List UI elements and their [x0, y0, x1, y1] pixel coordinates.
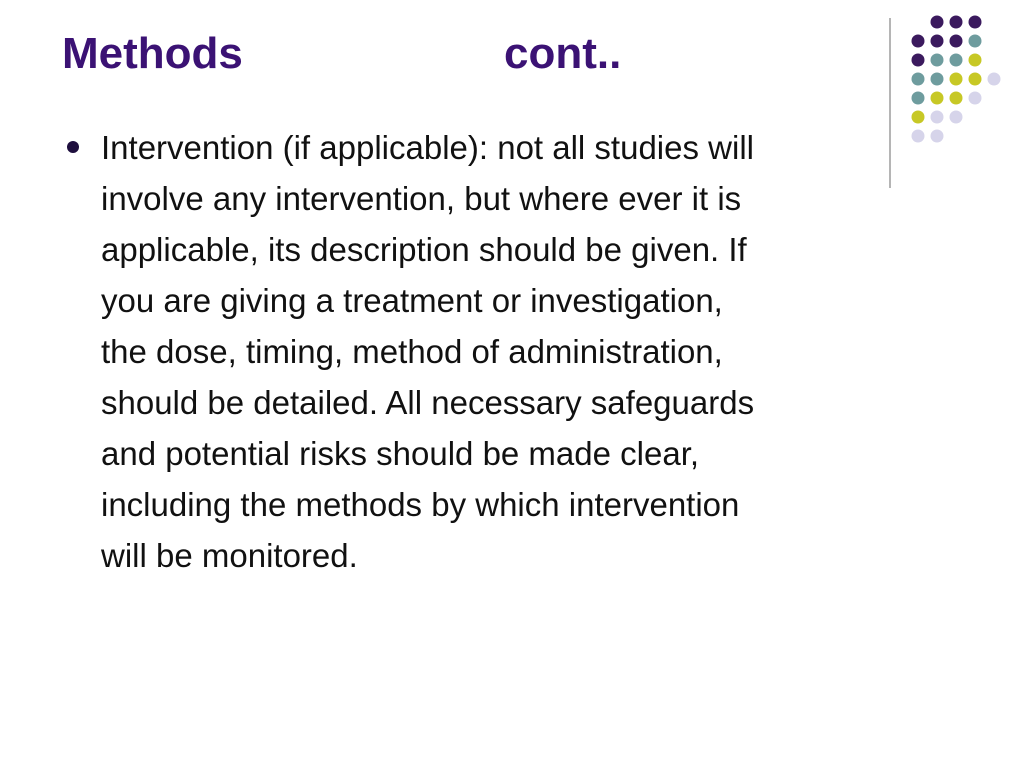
decorative-dot: [931, 54, 944, 67]
decorative-dot: [969, 73, 982, 86]
decorative-dot: [950, 16, 963, 29]
decorative-dot: [950, 73, 963, 86]
decorative-dot: [912, 92, 925, 105]
decorative-dot: [912, 73, 925, 86]
decorative-dot: [931, 35, 944, 48]
decorative-dot: [950, 35, 963, 48]
decorative-dot: [931, 92, 944, 105]
bullet-line: involve any intervention, but where ever it is: [101, 180, 742, 217]
bullet-line: the dose, timing, method of administration,: [101, 333, 723, 370]
bullet-line: Intervention (if applicable): not all studies will: [101, 129, 754, 166]
decorative-dot: [969, 92, 982, 105]
bullet-line: and potential risks should be made clear,: [101, 435, 700, 472]
decorative-dot: [931, 73, 944, 86]
decorative-dot: [931, 16, 944, 29]
bullet-line: you are giving a treatment or investigation,: [101, 282, 723, 319]
bullet-line: applicable, its description should be given. If: [101, 231, 747, 268]
title-suffix: cont..: [504, 29, 622, 78]
decorative-dot: [950, 54, 963, 67]
title-main: Methods: [62, 29, 243, 78]
decorative-dot: [969, 16, 982, 29]
bullet-item: [62, 122, 951, 581]
decorative-dot: [950, 92, 963, 105]
decorative-dot: [912, 35, 925, 48]
bullet-line: will be monitored.: [101, 537, 358, 574]
decorative-dot: [969, 54, 982, 67]
decorative-dot: [988, 73, 1001, 86]
bullet-marker-icon: [67, 141, 79, 153]
decorative-dot: [969, 35, 982, 48]
bullet-line: including the methods by which intervention: [101, 486, 740, 523]
bullet-list: [62, 122, 962, 581]
bullet-line: should be detailed. All necessary safeguards: [101, 384, 755, 421]
decorative-dot: [912, 54, 925, 67]
